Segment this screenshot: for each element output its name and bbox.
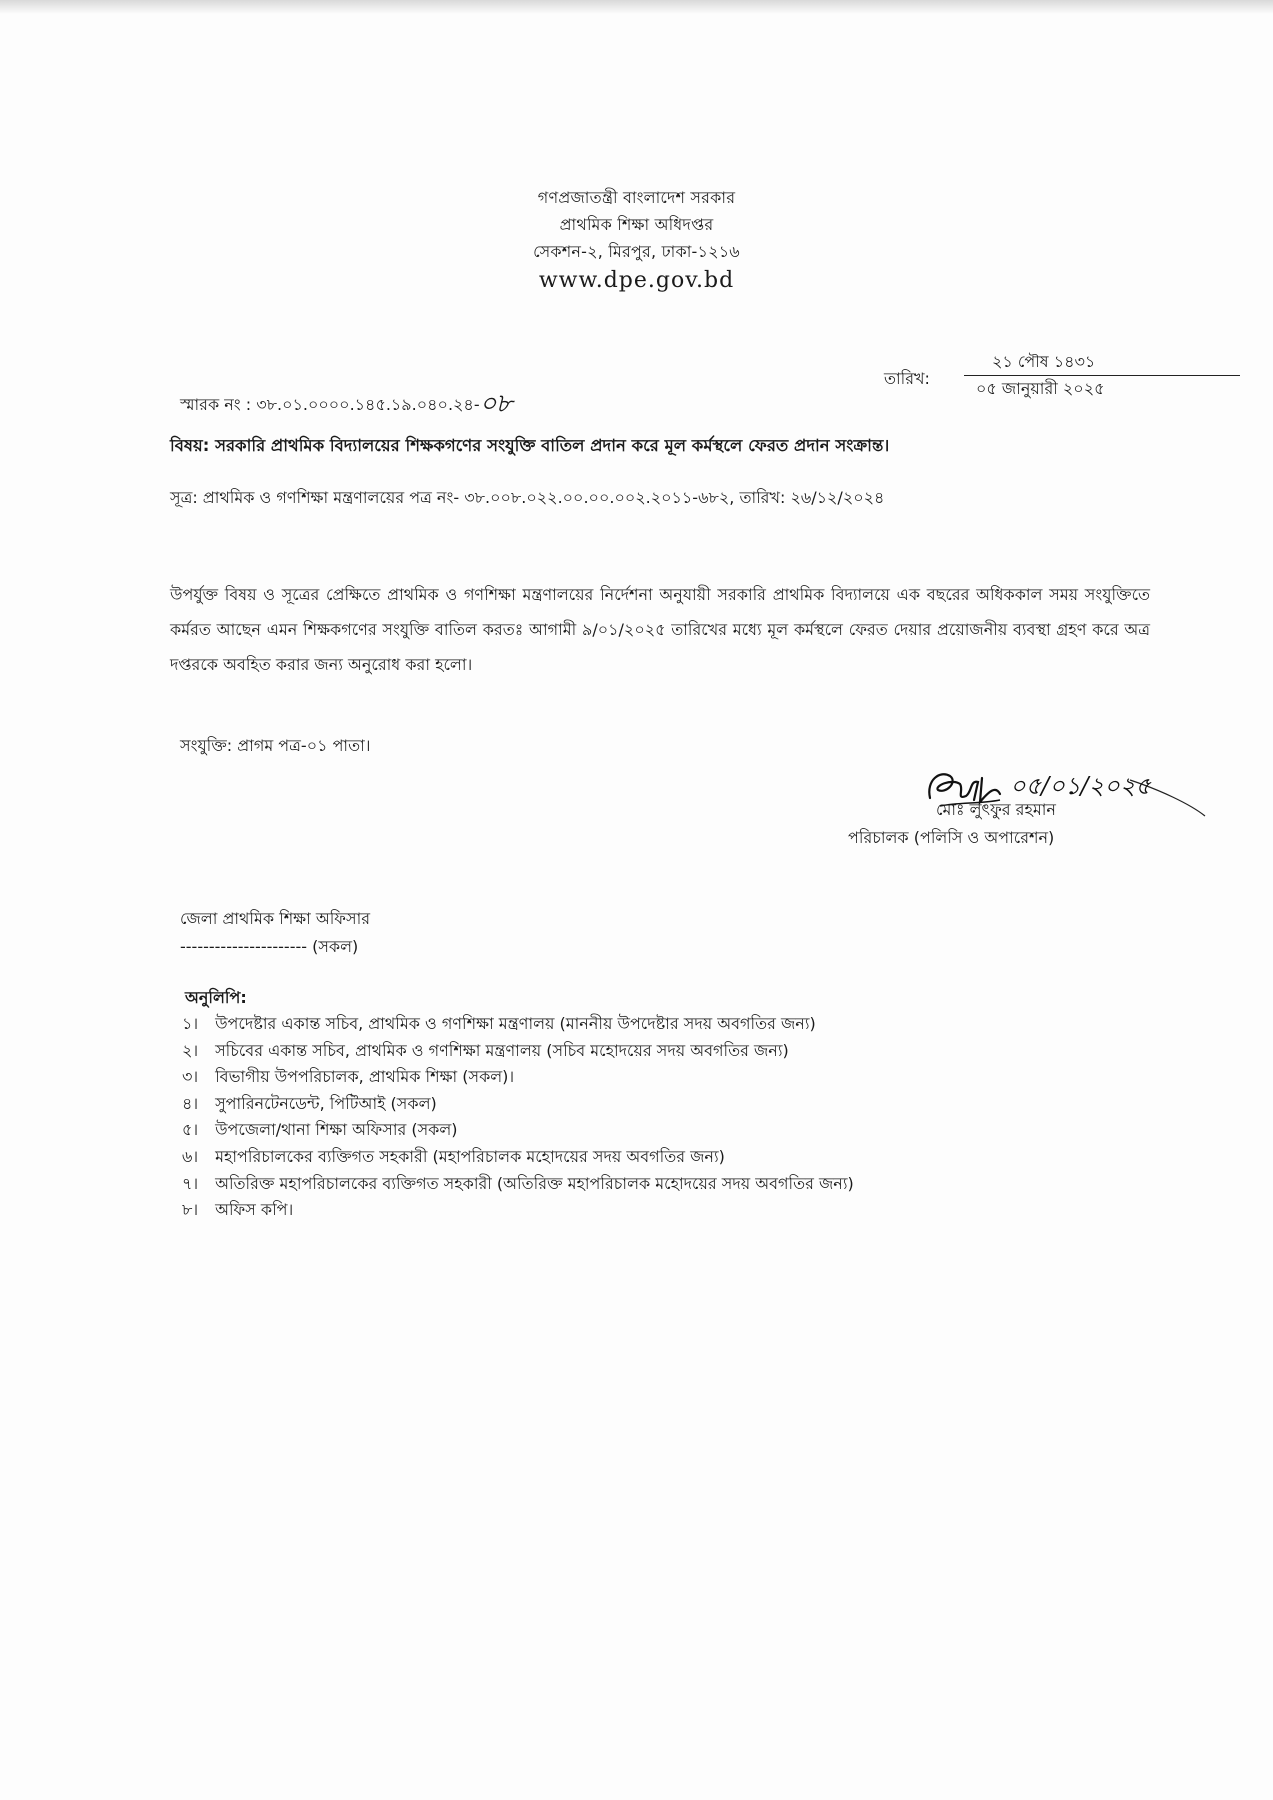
copy-item [182,1038,854,1065]
subject-line: বিষয়: সরকারি প্রাথমিক বিদ্যালয়ের শিক্ষকগণের সংযুক্তি বাতিল প্রদান করে মূল কর্মস্থলে ফেরত প্রদান সংক্রান্ত। [170,436,890,455]
memo-handwritten-suffix: ০৮ [479,389,512,419]
recipient-block [180,905,370,961]
signer-name: মোঃ লুৎফুর রহমান [936,800,1056,819]
date-values [964,350,1240,402]
scan-edge-shadow [0,0,1273,14]
directorate-name: প্রাথমিক শিক্ষা অধিদপ্তর [559,215,714,234]
signature-date: ০৫/০১/২০২৫ [1010,772,1151,800]
english-date: ০৫ জানুয়ারী ২০২৫ [976,379,1105,398]
memo-number-value: ৩৮.০১.০০০০.১৪৫.১৯.০৪০.২৪- [256,395,480,414]
copy-list [182,985,854,1224]
body-paragraph: উপর্যুক্ত বিষয় ও সূত্রের প্রেক্ষিতে প্রাথমিক ও গণশিক্ষা মন্ত্রণালয়ের নির্দেশনা অনুযায়ী সরকারি প্রাথমিক বিদ্যালয়ে এক বছরের অধিককাল সময় সংযুক্তিতে কর্মরত আছেন এমন শিক্ষকগণের সংযুক্তি বাতিল করতঃ আগামী ৯/০১/২০২৫ তারিখের মধ্যে মূল কর্মস্থলে ফেরত দেয়ার প্রয়োজনীয় ব্যবস্থা গ্রহণ করে অত্র দপ্তরকে অবহিত করার জন্য অনুরোধ করা হলো। [170,585,1150,674]
bangla-date: ২১ পৌষ ১৪৩১ [964,350,1240,376]
reference-line: সূত্র: প্রাথমিক ও গণশিক্ষা মন্ত্রণালয়ের পত্র নং- ৩৮.০০৮.০২২.০০.০০.০০২.২০১১-৬৮২, তারিখ: ২৬/১২/২০২৪ [170,488,885,507]
copy-item-text: মহাপরিচালকের ব্যক্তিগত সহকারী (মহাপরিচালক মহোদয়ের সদয় অবগতির জন্য) [215,1146,725,1166]
copy-item-text: অতিরিক্ত মহাপরিচালকের ব্যক্তিগত সহকারী (অতিরিক্ত মহাপরিচালক মহোদয়ের সদয় অবগতির জন্য) [215,1173,854,1193]
copy-item-text: উপজেলা/থানা শিক্ষা অফিসার (সকল) [215,1120,458,1140]
copy-item [182,1064,854,1091]
memo-number [180,381,511,425]
office-address: সেকশন-২, মিরপুর, ঢাকা-১২১৬ [533,242,740,261]
copy-item [182,1091,854,1118]
copy-item-number: ৩। [182,1067,199,1087]
copy-item-number: ৪। [182,1093,199,1113]
copy-list-title: অনুলিপি: [185,988,247,1007]
copy-item-number: ৫। [182,1120,199,1140]
copy-item-number: ৭। [182,1173,199,1193]
government-name: গণপ্রজাতন্ত্রী বাংলাদেশ সরকার [537,188,736,207]
signer-designation: পরিচালক (পলিসি ও অপারেশন) [848,828,1055,847]
copy-item [182,1197,854,1224]
copy-item-text: সুপারিনটেনডেন্ট, পিটিআই (সকল) [215,1093,437,1113]
letterhead [0,184,1273,296]
website-url: www.dpe.gov.bd [538,268,735,293]
copy-item-number: ২। [182,1040,199,1060]
memo-label: স্মারক নং : [180,395,252,414]
copy-item-text: বিভাগীয় উপপরিচালক, প্রাথমিক শিক্ষা (সকল)। [215,1067,515,1087]
recipient-line: ---------------------- (সকল) [180,937,359,956]
copy-item [182,1117,854,1144]
copy-item-number: ৮। [182,1200,199,1220]
copy-item [182,1144,854,1171]
copy-item-text: অফিস কপি। [215,1200,294,1220]
copy-item-text: সচিবের একান্ত সচিব, প্রাথমিক ও গণশিক্ষা মন্ত্রণালয় (সচিব মহোদয়ের সদয় অবগতির জন্য) [215,1040,789,1060]
recipient-title: জেলা প্রাথমিক শিক্ষা অফিসার [180,909,371,928]
date-label: তারিখ: [884,369,930,388]
attachment-note: সংযুক্তি: প্রাগম পত্র-০১ পাতা। [180,736,371,755]
copy-item-text: উপদেষ্টার একান্ত সচিব, প্রাথমিক ও গণশিক্ষা মন্ত্রণালয় (মাননীয় উপদেষ্টার সদয় অবগতির জন্য) [215,1014,816,1033]
copy-item [182,1011,854,1038]
copy-item [182,1171,854,1198]
copy-item-number: ১। [182,1014,199,1033]
copy-item-number: ৬। [182,1146,199,1166]
